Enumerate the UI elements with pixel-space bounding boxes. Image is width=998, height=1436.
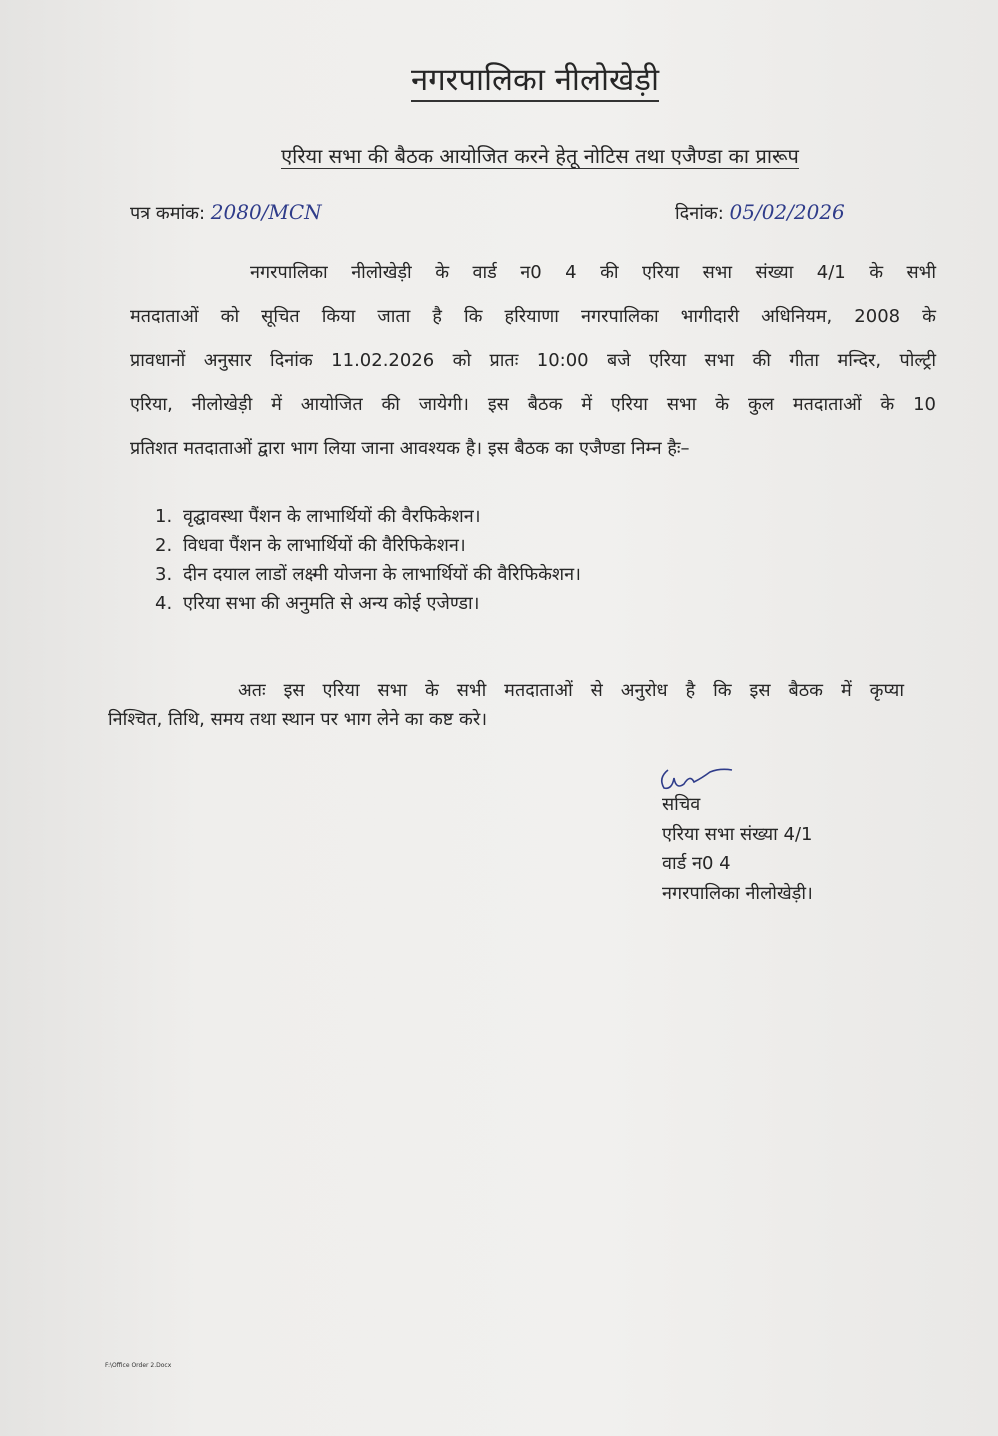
letter-number-value: 2080/MCN: [210, 200, 322, 224]
agenda-item: 2. विधवा पैंशन के लाभार्थियों की वैरिफिकेशन।: [155, 535, 466, 556]
date-label: दिनांक:: [675, 203, 724, 224]
signatory-title: सचिव: [662, 794, 701, 815]
body-line: एरिया, नीलोखेड़ी में आयोजित की जायेगी। इस बैठक में एरिया सभा के कुल मतदाताओं के 10: [130, 394, 936, 415]
closing-paragraph: [108, 676, 904, 734]
letter-number: [130, 200, 322, 225]
signature-block: [662, 790, 813, 908]
closing-line: अतः इस एरिया सभा के सभी मतदाताओं से अनुरोध है कि इस बैठक में कृप्या: [238, 680, 904, 701]
closing-line: निश्चित, तिथि, समय तथा स्थान पर भाग लेने का कष्ट करे।: [108, 709, 488, 730]
body-line: प्रतिशत मतदाताओं द्वारा भाग लिया जाना आवश्यक है। इस बैठक का एजैण्डा निम्न हैः–: [130, 438, 690, 459]
letter-number-label: पत्र कमांक:: [130, 203, 206, 224]
body-line: प्रावधानों अनुसार दिनांक 11.02.2026 को प्रातः 10:00 बजे एरिया सभा की गीता मन्दिर, पोल्ट्री: [130, 350, 936, 371]
letter-date: [675, 200, 845, 225]
agenda-item: 3. दीन दयाल लाडों लक्ष्मी योजना के लाभार्थियों की वैरिफिकेशन।: [155, 564, 581, 585]
document-subtitle: एरिया सभा की बैठक आयोजित करने हेतू नोटिस तथा एजैण्डा का प्रारूप: [281, 144, 799, 168]
body-paragraph: [130, 258, 936, 478]
agenda-item: 1. वृद्घावस्था पैंशन के लाभार्थियों की वैरफिकेशन।: [155, 506, 481, 527]
body-line: मतदाताओं को सूचित किया जाता है कि हरियाणा नगरपालिका भागीदारी अधिनियम, 2008 के: [130, 306, 936, 327]
agenda-list: [155, 502, 581, 618]
signatory-line: नगरपालिका नीलोखेड़ी।: [662, 882, 813, 904]
body-line: नगरपालिका नीलोखेड़ी के वार्ड न0 4 की एरिया सभा संख्या 4/1 के सभी: [250, 262, 936, 283]
file-path-footer: F:\Office Order 2.Docx: [105, 1362, 172, 1369]
signatory-line: एरिया सभा संख्या 4/1: [662, 823, 813, 845]
agenda-item: 4. एरिया सभा की अनुमति से अन्य कोई एजेण्डा।: [155, 593, 480, 614]
signatory-line: वार्ड न0 4: [662, 853, 731, 874]
date-value: 05/02/2026: [729, 200, 845, 224]
document-title: नगरपालिका नीलोखेड़ी: [0, 58, 998, 100]
